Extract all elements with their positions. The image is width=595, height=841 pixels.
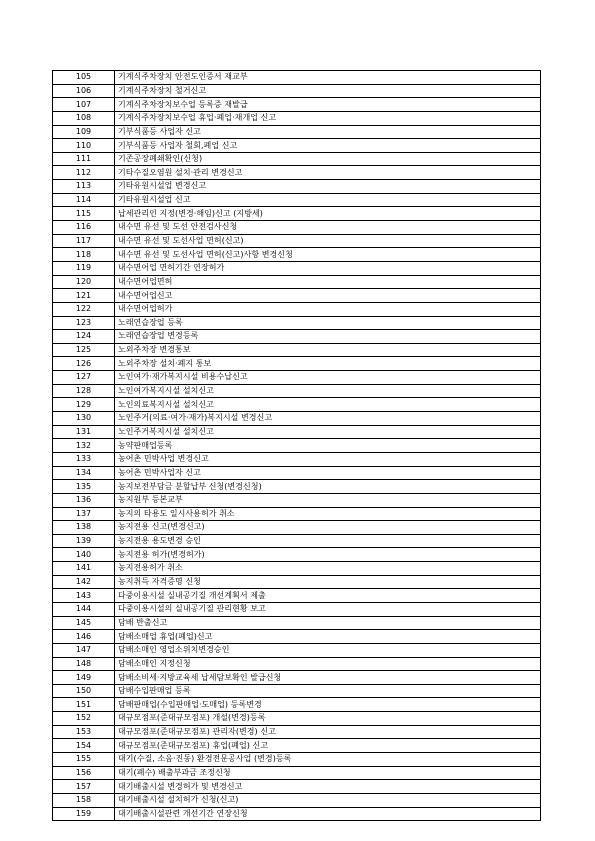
table-row	[53, 589, 541, 603]
row-number: 133	[53, 452, 115, 466]
service-name: 기계식주차장치 철거신고	[115, 84, 541, 98]
service-name: 담배소매인 지정신청	[115, 657, 541, 671]
row-number: 156	[53, 766, 115, 780]
table-row	[53, 657, 541, 671]
row-number: 110	[53, 139, 115, 153]
table-row	[53, 71, 541, 85]
table-row	[53, 139, 541, 153]
table-row	[53, 248, 541, 262]
table-row	[53, 425, 541, 439]
row-number: 116	[53, 221, 115, 235]
row-number: 141	[53, 562, 115, 576]
civil-service-list-table	[52, 70, 541, 821]
table-row	[53, 548, 541, 562]
service-name: 대기배출시설 설치허가 신청(신고)	[115, 793, 541, 807]
row-number: 109	[53, 125, 115, 139]
service-name: 기타수질오염원 설치·관리 변경신고	[115, 166, 541, 180]
row-number: 154	[53, 739, 115, 753]
row-number: 143	[53, 589, 115, 603]
row-number: 113	[53, 180, 115, 194]
row-number: 136	[53, 493, 115, 507]
service-name: 내수면 유선 및 도선사업 면허(신고)	[115, 234, 541, 248]
service-name: 담배 반출신고	[115, 616, 541, 630]
table-row	[53, 193, 541, 207]
service-name: 농지원부 등본교부	[115, 493, 541, 507]
row-number: 135	[53, 480, 115, 494]
service-name: 대기배출시설관련 개선기간 연장신청	[115, 807, 541, 821]
service-name: 노인여가·재가복지시설 비용수납신고	[115, 371, 541, 385]
service-name: 내수면어업면허	[115, 275, 541, 289]
service-name: 담배수입판매업 등록	[115, 684, 541, 698]
row-number: 130	[53, 412, 115, 426]
service-name: 내수면어업허가	[115, 302, 541, 316]
table-row	[53, 357, 541, 371]
row-number: 146	[53, 630, 115, 644]
service-name: 농지보전부담금 분할납부 신청(변경신청)	[115, 480, 541, 494]
table-row	[53, 725, 541, 739]
table-row	[53, 84, 541, 98]
row-number: 107	[53, 98, 115, 112]
service-name: 대기(수질, 소음·진동) 환경전문공사업 (변경)등록	[115, 753, 541, 767]
service-name: 다중이용시설 실내공기질 개선계획서 제출	[115, 589, 541, 603]
table-row	[53, 111, 541, 125]
service-name: 대규모점포(준대규모점포) 개설(변경)등록	[115, 712, 541, 726]
service-name: 노래연습장업 변경등록	[115, 330, 541, 344]
service-name: 노외주차장 설치·폐지 통보	[115, 357, 541, 371]
service-name: 납세관리인 지정(변경·해임)신고 (지방세)	[115, 207, 541, 221]
service-name: 내수면 유선 및 도선 안전검사신청	[115, 221, 541, 235]
service-name: 노인주거(의료·여가·재가)복지시설 변경신고	[115, 412, 541, 426]
row-number: 120	[53, 275, 115, 289]
row-number: 152	[53, 712, 115, 726]
table-row	[53, 261, 541, 275]
row-number: 144	[53, 602, 115, 616]
table-row	[53, 234, 541, 248]
row-number: 149	[53, 671, 115, 685]
table-row	[53, 630, 541, 644]
service-name: 기부식품등 사업자 철회,폐업 신고	[115, 139, 541, 153]
table-row	[53, 275, 541, 289]
row-number: 155	[53, 753, 115, 767]
service-name: 대기(폐수) 배출부과금 조정신청	[115, 766, 541, 780]
row-number: 153	[53, 725, 115, 739]
table-row	[53, 289, 541, 303]
table-row	[53, 575, 541, 589]
service-name: 노인의료복지시설 설치신고	[115, 398, 541, 412]
service-name: 담배소매업 휴업(폐업)신고	[115, 630, 541, 644]
table-row	[53, 807, 541, 821]
row-number: 139	[53, 534, 115, 548]
service-name: 노래연습장업 등록	[115, 316, 541, 330]
row-number: 131	[53, 425, 115, 439]
table-row	[53, 534, 541, 548]
table-row	[53, 753, 541, 767]
row-number: 112	[53, 166, 115, 180]
table-row	[53, 602, 541, 616]
service-name: 담배판매업(수입판매업·도매업) 등록변경	[115, 698, 541, 712]
service-name: 내수면 유선 및 도선사업 면허(신고)사항 변경신청	[115, 248, 541, 262]
document-sheet	[52, 70, 540, 821]
table-row	[53, 166, 541, 180]
table-row	[53, 221, 541, 235]
service-name: 농지전용 허가(변경허가)	[115, 548, 541, 562]
row-number: 126	[53, 357, 115, 371]
row-number: 137	[53, 507, 115, 521]
service-name: 농지전용 용도변경 승인	[115, 534, 541, 548]
service-name: 농지의 타용도 일시사용허가 취소	[115, 507, 541, 521]
row-number: 159	[53, 807, 115, 821]
row-number: 119	[53, 261, 115, 275]
table-row	[53, 384, 541, 398]
row-number: 147	[53, 643, 115, 657]
table-row	[53, 562, 541, 576]
row-number: 157	[53, 780, 115, 794]
table-row	[53, 125, 541, 139]
table-row	[53, 493, 541, 507]
service-name: 기계식주차장치보수업 휴업·폐업·재개업 신고	[115, 111, 541, 125]
row-number: 115	[53, 207, 115, 221]
service-name: 내수면어업신고	[115, 289, 541, 303]
row-number: 127	[53, 371, 115, 385]
row-number: 105	[53, 71, 115, 85]
service-name: 농지전용허가 취소	[115, 562, 541, 576]
service-name: 농지전용 신고(변경신고)	[115, 521, 541, 535]
row-number: 124	[53, 330, 115, 344]
table-row	[53, 780, 541, 794]
service-name: 기타유원시설업 변경신고	[115, 180, 541, 194]
service-name: 기타유원시설업 신고	[115, 193, 541, 207]
table-row	[53, 698, 541, 712]
table-row	[53, 412, 541, 426]
row-number: 123	[53, 316, 115, 330]
service-name: 농지취득 자격증명 신청	[115, 575, 541, 589]
service-name: 대기배출시설 변경허가 및 변경신고	[115, 780, 541, 794]
service-name: 농약판매업등록	[115, 439, 541, 453]
row-number: 117	[53, 234, 115, 248]
table-row	[53, 316, 541, 330]
table-row	[53, 712, 541, 726]
table-row	[53, 452, 541, 466]
table-row	[53, 302, 541, 316]
row-number: 148	[53, 657, 115, 671]
row-number: 158	[53, 793, 115, 807]
row-number: 122	[53, 302, 115, 316]
row-number: 106	[53, 84, 115, 98]
table-row	[53, 207, 541, 221]
service-name: 담배소매인 영업소위치변경승인	[115, 643, 541, 657]
table-row	[53, 152, 541, 166]
service-name: 농어촌 민박사업자 신고	[115, 466, 541, 480]
row-number: 140	[53, 548, 115, 562]
row-number: 118	[53, 248, 115, 262]
service-name: 대규모점포(준대규모점포) 관리자(변경) 신고	[115, 725, 541, 739]
row-number: 108	[53, 111, 115, 125]
table-row	[53, 398, 541, 412]
row-number: 128	[53, 384, 115, 398]
table-row	[53, 480, 541, 494]
table-row	[53, 343, 541, 357]
row-number: 121	[53, 289, 115, 303]
table-row	[53, 98, 541, 112]
service-name: 기계식주차장치보수업 등록증 재발급	[115, 98, 541, 112]
table-row	[53, 521, 541, 535]
table-row	[53, 439, 541, 453]
service-name: 노외주차장 변경통보	[115, 343, 541, 357]
row-number: 142	[53, 575, 115, 589]
table-row	[53, 793, 541, 807]
table-row	[53, 371, 541, 385]
table-body	[53, 71, 541, 821]
service-name: 기계식주차장치 안전도인증서 재교부	[115, 71, 541, 85]
row-number: 132	[53, 439, 115, 453]
row-number: 151	[53, 698, 115, 712]
service-name: 다중이용시설의 실내공기질 관리현황 보고	[115, 602, 541, 616]
table-row	[53, 643, 541, 657]
row-number: 114	[53, 193, 115, 207]
service-name: 노인여가복지시설 설치신고	[115, 384, 541, 398]
service-name: 기존공장폐쇄확인(신청)	[115, 152, 541, 166]
row-number: 134	[53, 466, 115, 480]
table-row	[53, 766, 541, 780]
service-name: 농어촌 민박사업 변경신고	[115, 452, 541, 466]
row-number: 129	[53, 398, 115, 412]
row-number: 125	[53, 343, 115, 357]
table-row	[53, 671, 541, 685]
table-row	[53, 616, 541, 630]
table-row	[53, 684, 541, 698]
service-name: 기부식품등 사업자 신고	[115, 125, 541, 139]
table-row	[53, 739, 541, 753]
service-name: 담배소비세·지방교육세 납세담보확인 발급신청	[115, 671, 541, 685]
service-name: 내수면어업 면허기간 연장허가	[115, 261, 541, 275]
service-name: 노인주거복지시설 설치신고	[115, 425, 541, 439]
row-number: 150	[53, 684, 115, 698]
row-number: 145	[53, 616, 115, 630]
table-row	[53, 330, 541, 344]
service-name: 대규모점포(준대규모점포) 휴업(폐업) 신고	[115, 739, 541, 753]
table-row	[53, 507, 541, 521]
row-number: 111	[53, 152, 115, 166]
table-row	[53, 466, 541, 480]
table-row	[53, 180, 541, 194]
row-number: 138	[53, 521, 115, 535]
